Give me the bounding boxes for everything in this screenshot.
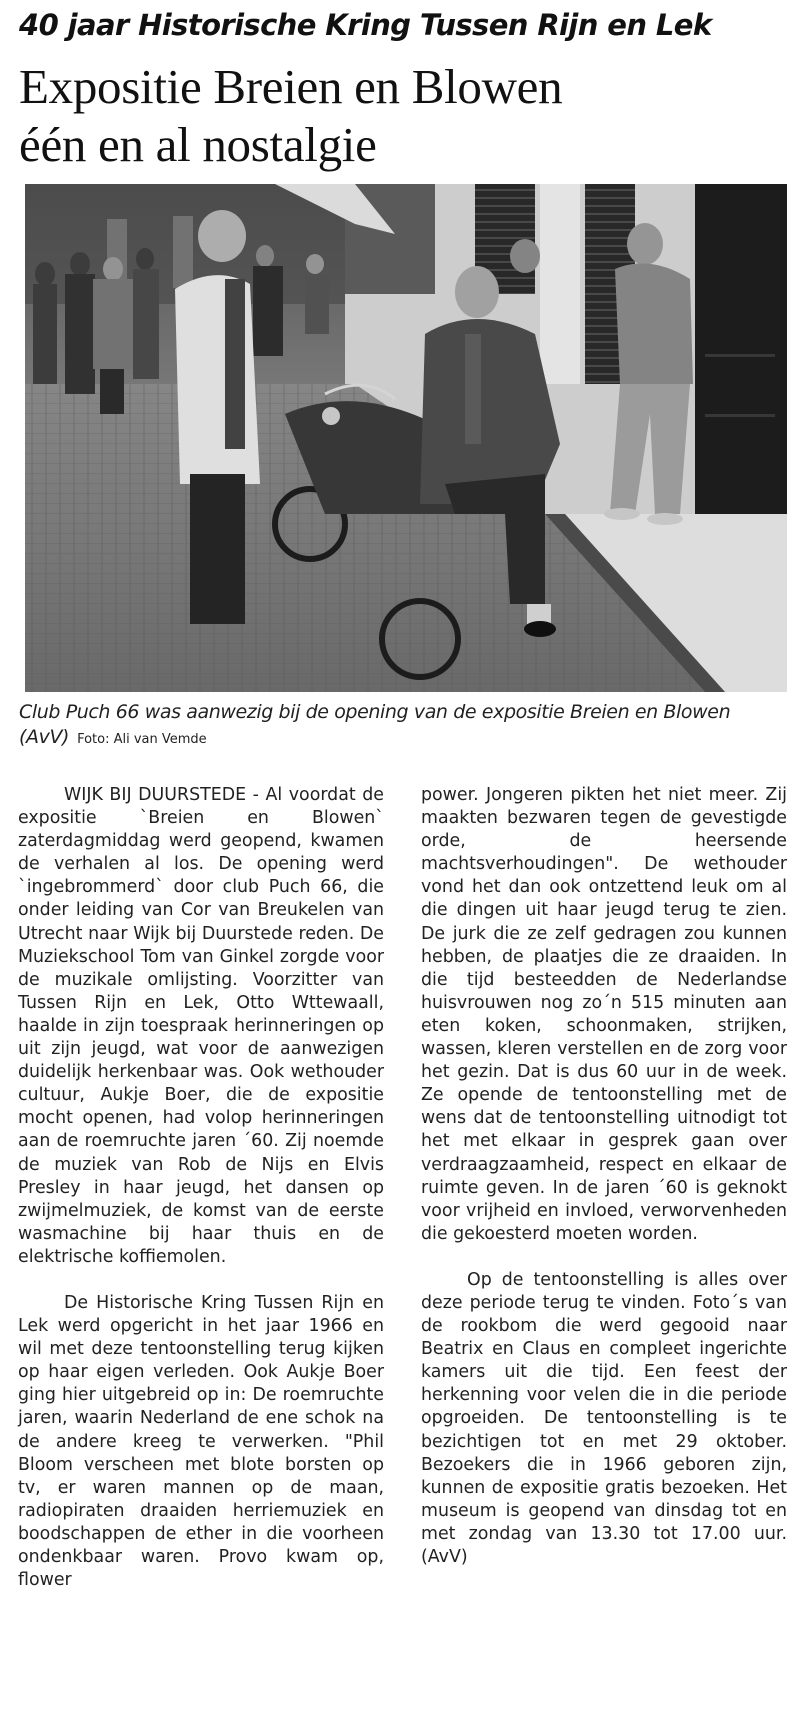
- photo-credit: Foto: Ali van Vemde: [77, 732, 207, 747]
- paragraph-2-continued: power. Jongeren pikten het niet meer. Zij maakten bezwaren tegen de gevestigde orde, de heersende machtsverhoudingen". De wethouder vond het dan ook ontzettend leuk om al die dingen uit haar jeugd terug te zien. De jurk die ze zelf gedragen zou kunnen hebben, de plaatjes die ze draaiden. In die tijd besteedden de Nederlandse huisvrouwen nog zo´n 515 minuten aan eten koken, schoonmaken, strijken, wassen, kleren verstellen en de zorg voor het gezin. Dat is dus 60 uur in de week. Ze opende de tentoonstelling met de wens dat de tentoonstelling uitnodigt tot het met elkaar in gesprek gaan over verdraagzaamheid, respect en elkaar de ruimte geven. In de jaren ´60 is geknokt voor vrijheid en invloed, verworvenheden die gekoesterd moeten worden.: [421, 785, 787, 1244]
- paragraph-2: De Historische Kring Tussen Rijn en Lek werd opgericht in het jaar 1966 en wil met deze tentoonstelling terug kijken op haar eigen verleden. Ook Aukje Boer ging hier uitgebreid op in: De roemruchte jaren, waarin Nederland de ene schok na de andere kreeg te verwerken. "Phil Bloom verscheen met blote borsten op tv, er waren mannen op de maan, radiopiraten draaiden herriemuziek en boodschappen de ether in die voorheen ondenkbaar waren. Provo kwam op, flower: [18, 1292, 384, 1591]
- photo-caption: [19, 700, 779, 752]
- article-kicker: 40 jaar Historische Kring Tussen Rijn en Lek: [19, 8, 712, 42]
- caption-text: Club Puch 66 was aanwezig bij de opening van de expositie Breien en Blowen (AvV): [19, 701, 731, 748]
- photo-illustration: [25, 184, 787, 692]
- headline-line-1: Expositie Breien en Blowen: [19, 59, 563, 114]
- article-photo: [25, 184, 787, 692]
- article-headline: [19, 58, 562, 174]
- body-column-right: [421, 784, 787, 1592]
- body-column-left: [18, 784, 384, 1615]
- paragraph-3: Op de tentoonstelling is alles over deze periode terug te vinden. Foto´s van de rookbom die werd gegooid naar Beatrix en Claus en compleet ingerichte kamers uit die tijd. Een feest der herkenning voor velen die in die periode opgroeiden. De tentoonstelling is te bezichtigen tot en met 29 oktober. Bezoekers die in 1966 geboren zijn, kunnen de expositie gratis bezoeken. Het museum is geopend van dinsdag tot en met zondag van 13.30 tot 17.00 uur. (AvV): [421, 1269, 787, 1567]
- headline-line-2: één en al nostalgie: [19, 117, 377, 172]
- paragraph-1: WIJK BIJ DUURSTEDE - Al voordat de expositie `Breien en Blowen` zaterdagmiddag werd geopend, kwamen de verhalen al los. De opening werd `ingebrommerd` door club Puch 66, die onder leiding van Cor van Breukelen van Utrecht naar Wijk bij Duurstede reden. De Muziekschool Tom van Ginkel zorgde voor de muzikale omlijsting. Voorzitter van Tussen Rijn en Lek, Otto Wttewaall, haalde in zijn toespraak herinneringen op uit zijn jeugd, wat voor de aanwezigen duidelijk herkenbaar was. Ook wethouder cultuur, Aukje Boer, die de expositie mocht openen, had volop herinneringen aan de roemruchte jaren ´60. Zij noemde de muziek van Rob de Nijs en Elvis Presley in haar jeugd, het dansen op zwijmelmuziek, de komst van de eerste wasmachine bij haar thuis en de elektrische koffiemolen.: [18, 785, 384, 1267]
